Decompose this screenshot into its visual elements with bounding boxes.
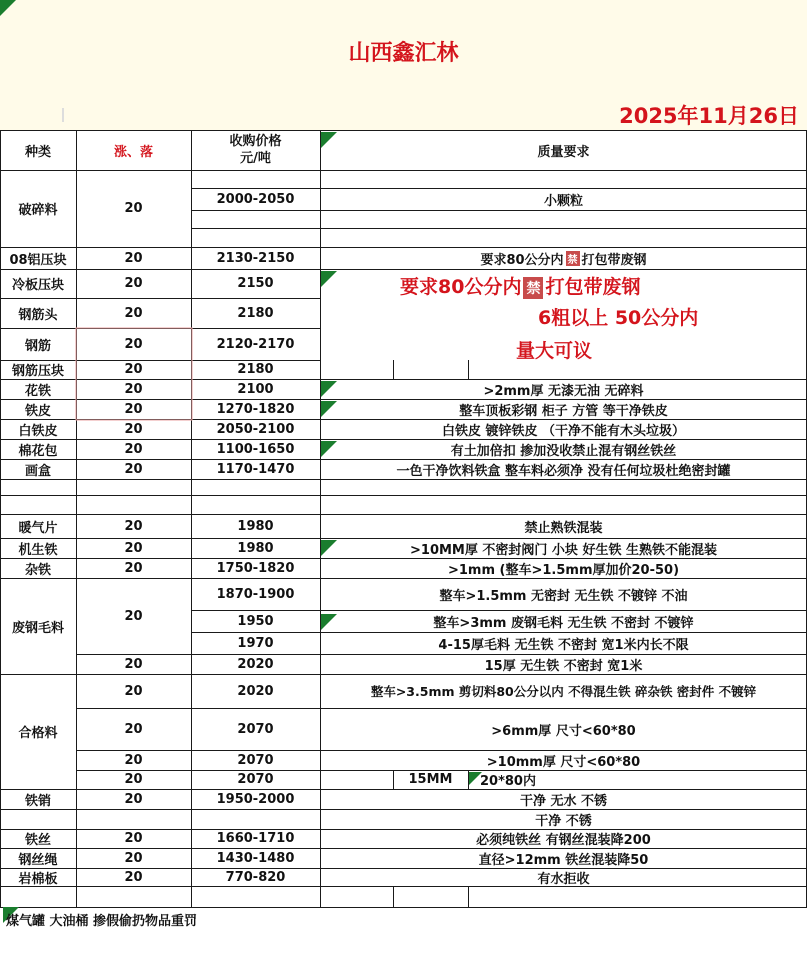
row-kind: 暖气片: [18, 520, 58, 536]
row-price: 2120-2170: [216, 336, 295, 352]
row-quality: 有水拒收: [537, 871, 590, 886]
row-quality: [320, 247, 807, 269]
row-kind: 机生铁: [18, 542, 58, 558]
row-price: 1950: [237, 613, 274, 629]
row-price: 2070: [237, 752, 274, 768]
row-quality: >10MM厚 不密封阀门 小块 好生铁 生熟铁不能混装: [410, 542, 717, 558]
row-kind: 钢丝绳: [18, 852, 58, 868]
row-price: 1950-2000: [216, 791, 295, 807]
row-kind: 铁皮: [24, 403, 51, 419]
row-kind: 画盒: [24, 463, 51, 479]
header-change: 涨、落: [113, 144, 153, 160]
row-kind: 废钢毛料: [11, 620, 64, 636]
ban-icon: 禁: [566, 251, 580, 266]
row-change: 20: [124, 656, 143, 672]
row-quality: 小颗粒: [543, 193, 583, 209]
row-price: 1750-1820: [216, 560, 295, 576]
row-price: 2070: [237, 721, 274, 737]
row-kind: 破碎料: [18, 203, 58, 218]
row-price: 1980: [237, 540, 274, 556]
header-kind: 种类: [24, 144, 51, 160]
row-price: 2180: [237, 305, 274, 321]
price-date: 2025年11月26日: [619, 104, 799, 128]
row-price: 2000-2050: [216, 191, 295, 207]
row-quality: >2mm厚 无漆无油 无碎料: [483, 383, 644, 399]
row-change: 20: [124, 518, 143, 534]
row-price: 1430-1480: [216, 850, 295, 866]
row-quality: >6mm厚 尺寸<60*80: [491, 723, 636, 739]
row-kind: 冷板压块: [11, 278, 64, 293]
quality-text: 要求80公分内: [480, 252, 564, 268]
row-kind: 钢筋压块: [11, 364, 64, 379]
row-quality: 禁止熟铁混装: [524, 520, 603, 536]
header-quality: 质量要求: [537, 144, 590, 160]
row-quality: 整车>1.5mm 无密封 无生铁 不镀锌 不油: [439, 588, 688, 604]
row-quality: 白铁皮 镀锌铁皮 （干净不能有木头垃圾）: [441, 423, 686, 439]
row-change: 20: [124, 850, 143, 866]
row-change: 20: [124, 336, 143, 352]
row-quality: 整车>3mm 废钢毛料 无生铁 不密封 不镀锌: [433, 615, 694, 631]
row-change: 20: [124, 362, 143, 377]
big-note-1: [400, 272, 640, 299]
row-price: 1980: [237, 518, 274, 534]
row-quality: 有土加倍扣 掺加没收禁止混有钢丝铁丝: [450, 443, 677, 459]
row-price: 1870-1900: [216, 586, 295, 602]
row-kind: 合格料: [18, 726, 58, 741]
row-price: 2020: [237, 683, 274, 699]
row-change: 20: [124, 381, 143, 397]
row-price: 2150: [237, 276, 274, 291]
row-change: 20: [124, 421, 143, 437]
row-change: 20: [124, 608, 143, 624]
row-kind: 08铝压块: [9, 252, 67, 268]
row-price: 1970: [237, 635, 274, 651]
big-note-text: 要求80公分内: [400, 276, 522, 298]
row-change: 20: [124, 461, 143, 477]
row-change: 20: [124, 791, 143, 807]
ban-icon: 禁: [523, 277, 543, 299]
row-quality: 干净 无水 不锈: [519, 793, 608, 809]
big-note-2: 6粗以上 50公分内: [538, 307, 699, 329]
row-quality: 15MM: [408, 772, 453, 787]
row-kind: 棉花包: [18, 443, 58, 459]
row-quality: >10mm厚 尺寸<60*80: [486, 754, 641, 770]
row-change: 20: [124, 441, 143, 457]
row-change: 20: [124, 540, 143, 556]
row-price: 770-820: [225, 869, 286, 885]
row-quality: 20*80内: [480, 774, 536, 789]
corner-flag-icon: [0, 0, 16, 16]
row-quality: 必须纯铁丝 有钢丝混装降200: [476, 833, 651, 848]
row-price: 2070: [237, 772, 274, 787]
row-change: 20: [124, 276, 143, 291]
row-quality: 15厚 无生铁 不密封 宽1米: [484, 658, 643, 674]
text-cursor: [62, 108, 64, 122]
row-price: 1270-1820: [216, 401, 295, 417]
row-price: 2180: [237, 362, 274, 377]
row-change: 20: [124, 401, 143, 417]
row-quality: >1mm (整车>1.5mm厚加价20-50): [447, 562, 680, 578]
company-title: 山西鑫汇林: [348, 41, 459, 66]
quality-text: 打包带废钢: [581, 252, 647, 268]
row-quality: 整车顶板彩钢 柜子 方管 等干净铁皮: [459, 403, 668, 419]
row-change: 20: [124, 772, 143, 787]
row-kind: 岩棉板: [18, 871, 58, 886]
row-quality: 整车>3.5mm 剪切料80公分以内 不得混生铁 碎杂铁 密封件 不镀锌: [370, 684, 757, 699]
header-price: 收购价格 元/吨: [229, 134, 282, 166]
row-change: 20: [124, 250, 143, 266]
row-quality: 直径>12mm 铁丝混装降50: [478, 852, 649, 868]
row-change: 20: [124, 831, 143, 846]
row-change: 20: [124, 201, 143, 216]
row-kind: 白铁皮: [18, 423, 58, 439]
row-price: 2050-2100: [216, 421, 295, 437]
row-quality: 一色干净饮料铁盒 整车料必须净 没有任何垃圾杜绝密封罐: [396, 463, 731, 479]
price-table: [0, 130, 807, 908]
row-kind: 花铁: [24, 383, 51, 399]
row-kind: 钢筋: [24, 338, 51, 354]
row-kind: 杂铁: [24, 562, 51, 578]
row-quality: 干净 不锈: [535, 813, 592, 829]
big-note-text: 打包带废钢: [545, 276, 641, 298]
row-change: 20: [124, 721, 143, 737]
row-change: 20: [124, 560, 143, 576]
big-note-3: 量大可议: [516, 340, 593, 362]
row-price: 1170-1470: [216, 461, 295, 477]
row-price: 1660-1710: [216, 831, 295, 846]
row-price: 2100: [237, 381, 274, 397]
row-price: 2130-2150: [216, 250, 295, 266]
row-change: 20: [124, 752, 143, 768]
row-price: 1100-1650: [216, 441, 295, 457]
row-kind: 铁丝: [24, 833, 51, 848]
row-kind: 铁销: [24, 793, 51, 809]
row-price: 2020: [237, 656, 274, 672]
row-kind: 钢筋头: [18, 307, 58, 323]
footer-note: 煤气罐 大油桶 掺假偷扔物品重罚: [6, 914, 198, 929]
cell-flag-icon: [321, 271, 337, 287]
row-change: 20: [124, 869, 143, 885]
row-quality: 4-15厚毛料 无生铁 不密封 宽1米内长不限: [438, 637, 689, 653]
row-change: 20: [124, 683, 143, 699]
row-change: 20: [124, 305, 143, 321]
